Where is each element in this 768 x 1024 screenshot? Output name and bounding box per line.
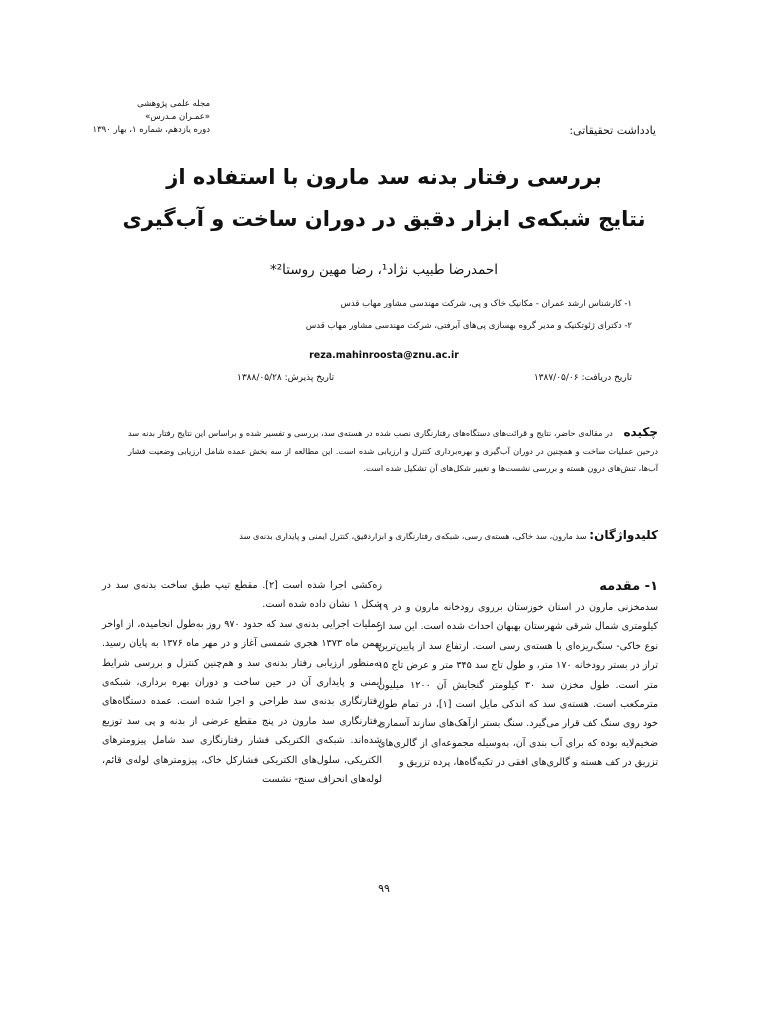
column-left xyxy=(102,576,382,789)
abstract-label: چکیده xyxy=(623,425,658,439)
section-heading: ۱- مقدمه xyxy=(599,579,658,594)
column-right xyxy=(378,576,658,773)
keywords-text: سد مارون، سد خاکی، هسته‌ی رسی، شبکه‌ی رفتارنگاری و ابزاردقیق، کنترل ایمنی و پایداری بدنه‌ی سد xyxy=(239,531,587,541)
authors: احمدرضا طبیب نژاد¹، رضا مهین روستا²* xyxy=(269,262,499,278)
corresponding-email[interactable]: reza.mahinroosta@znu.ac.ir xyxy=(309,350,459,361)
abstract xyxy=(128,424,658,478)
journal-issue: دوره یازدهم، شماره ۱، بهار ۱۳۹۰ xyxy=(92,125,210,135)
affiliation-1: ۱- کارشناس ارشد عمران - مکانیک خاک و پی، شرکت مهندسی مشاور مهاب قدس xyxy=(340,299,632,309)
received-date: تاریخ دریافت: ۱۳۸۷/۰۵/۰۶ xyxy=(533,373,632,383)
journal-name: مجله علمی پژوهشی xyxy=(136,99,210,109)
paper-title xyxy=(100,156,668,240)
column-paragraph-2: عملیات اجرایی بدنه‌ی سد که حدود ۹۷۰ روز به‌طول انجامیده، از اواخر بهمن ماه ۱۳۷۳ هجری شمسی آغاز و در مهر ماه ۱۳۷۶ به پایان رسید. به‌منظور ارزیابی رفتار بدنه‌ی سد و هم‌چنین کنترل و بررسی شرایط ایمنی و پایداری آن در حین ساخت و دوران بهره برداری، شبکه‌ی رفتارنگاری بدنه‌ی سد طراحی و اجرا شده است. عمده دستگاه‌های رفتارنگاری سد مارون در پنج مقطع عرضی از بدنه و پی سد توزیع شده‌اند. شبکه‌ی الکتریکی فشار رفتارنگاری سد شامل پیزومترهای الکتریکی، سلول‌های الکتریکی فشارکل خاک، پیزومترهای لوله‌ی قائم، لوله‌های انحراف سنج- نشست xyxy=(102,618,382,786)
paper-title-line-1: بررسی رفتار بدنه سد مارون با استفاده از xyxy=(166,165,602,189)
abstract-text: در مقاله‌ی حاضر، نتایج و قرائت‌های دستگاه‌های رفتارنگاری نصب شده در هسته‌ی سد، بررسی و تفسیر شده و براساس این نتایج رفتار بدنه سد درحین عملیات ساخت و همچنین در دوران آب‌گیری و بهره‌برداری کنترل و ارزیابی شده است. این مطالعه از سه بخش عمده شامل ارزیابی وضعیت فشار آب‌ها، تنش‌های درون هسته و بررسی نشست‌ها و تغییر شکل‌های آن تشکیل شده است. xyxy=(128,428,658,473)
affiliations xyxy=(112,293,632,337)
paper-title-line-2: نتایج شبکه‌ی ابزار دقیق در دوران ساخت و آب‌گیری xyxy=(122,207,646,231)
article-type: یادداشت تحقیقاتی: xyxy=(569,124,656,137)
keywords-label: کلیدواژگان: xyxy=(589,528,658,542)
affiliation-2: ۲- دکترای ژئوتکنیک و مدیر گروه بهسازی پی‌های آبرفتی، شرکت مهندسی مشاور مهاب قدس xyxy=(305,321,632,331)
column-paragraph-1: زه‌کشی اجرا شده است [۲]. مقطع تیپ طبق ساخت بدنه‌ی سد در شکل ۱ نشان داده شده است. xyxy=(102,580,382,611)
journal-info xyxy=(50,98,210,137)
accepted-date: تاریخ پذیرش: ۱۳۸۸/۰۵/۲۸ xyxy=(237,373,335,383)
keywords xyxy=(128,528,658,542)
section-paragraph: سدمخزنی مارون در استان خوزستان برروی رودخانه مارون و در ۱۹ کیلومتری شمال شرقی شهرستان بهبهان احداث شده است. این سد از نوع خاکی- سنگ‌ریزه‌ای با هسته‌ی رسی است. ارتفاع سد از پایین‌ترین تراز در بستر رودخانه ۱۷۰ متر، و طول تاج سد ۳۴۵ متر و عرض تاج ۱۵ متر است. طول مخزن سد ۳۰ کیلومتر گنجایش آن ۱۲۰۰ میلیون مترمکعب است. هسته‌ی سد که اندکی مایل است [۱]، در تمام طول خود روی سنگ کف قرار می‌گیرد. سنگ بستر ازآهک‌های سازند آسماری ضخیم‌لایه بوده که برای آب بندی آن، به‌وسیله مجموعه‌ای از گالری‌های تزریق در کف هسته و گالری‌های افقی در تکیه‌گاه‌ها، پرده تزریق و xyxy=(378,602,658,769)
page-number: ۹۹ xyxy=(378,882,390,895)
journal-title: «عمـران مـدرس» xyxy=(145,112,210,122)
